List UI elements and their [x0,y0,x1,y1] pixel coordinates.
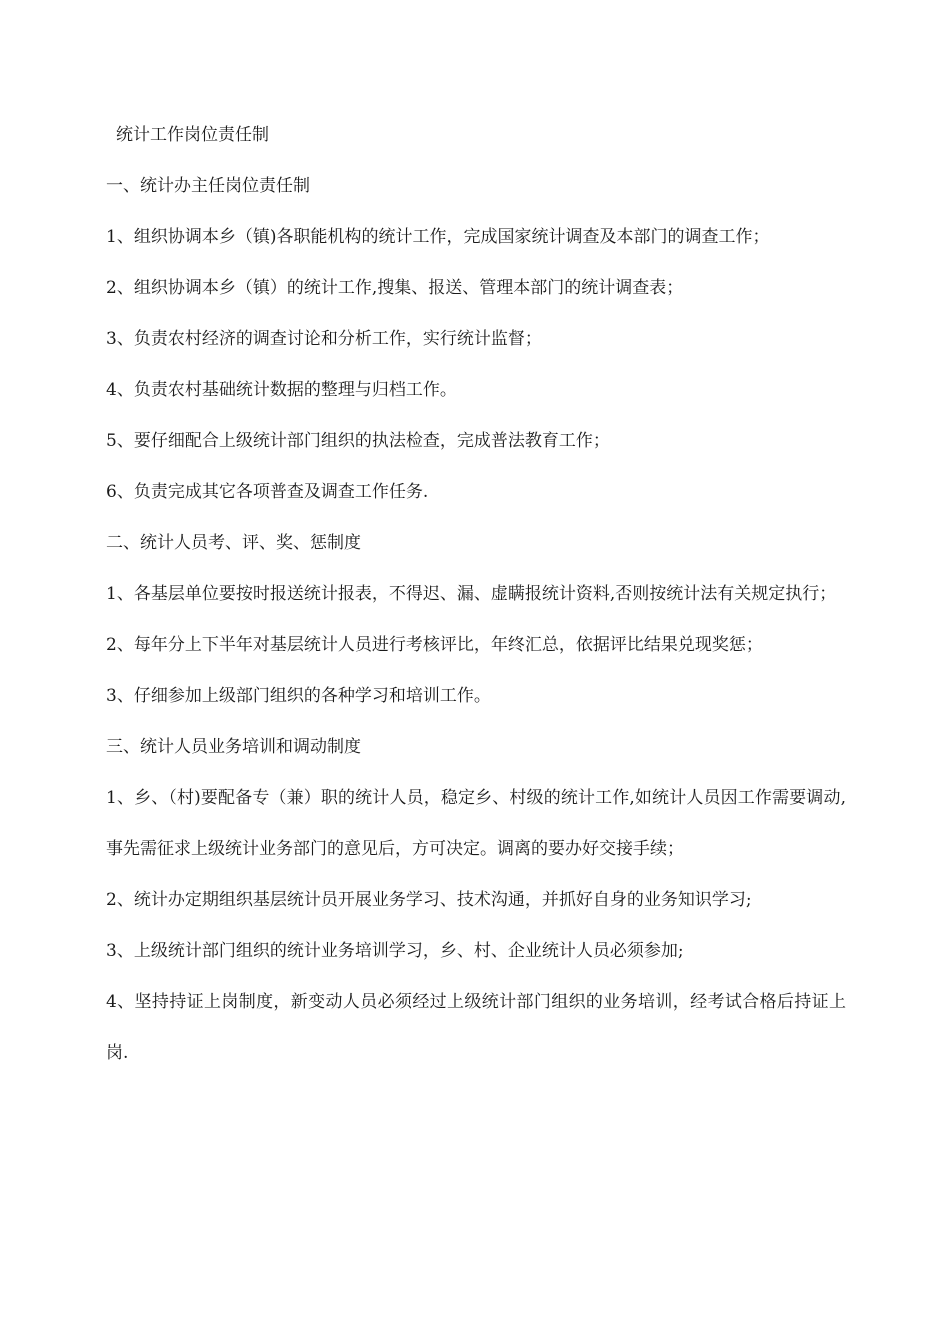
list-item: 2、组织协调本乡（镇）的统计工作,搜集、报送、管理本部门的统计调查表； [106,278,684,298]
list-item: 2、统计办定期组织基层统计员开展业务学习、技术沟通，并抓好自身的业务知识学习; [106,890,752,910]
list-item: 4、负责农村基础统计数据的整理与归档工作。 [106,380,457,400]
list-item: 1、各基层单位要按时报送统计报表，不得迟、漏、虚瞒报统计资料,否则按统计法有关规定执行； [106,584,837,604]
list-item: 2、每年分上下半年对基层统计人员进行考核评比，年终汇总，依据评比结果兑现奖惩； [106,635,763,655]
list-item: 3、负责农村经济的调查讨论和分析工作，实行统计监督； [106,329,542,349]
section-heading: 二、统计人员考、评、奖、惩制度 [106,533,361,553]
list-item: 1、乡、（村)要配备专（兼）职的统计人员，稳定乡、村级的统计工作,如统计人员因工作需要调动,事先需征求上级统计业务部门的意见后，方可决定。调离的要办好交接手续； [106,788,846,859]
list-item: 6、负责完成其它各项普查及调查工作任务. [106,482,429,502]
list-item: 1、组织协调本乡（镇)各职能机构的统计工作，完成国家统计调查及本部门的调查工作； [106,227,770,247]
list-item: 3、上级统计部门组织的统计业务培训学习，乡、村、企业统计人员必须参加; [106,941,684,961]
document-page [106,118,846,1087]
list-item: 4、坚持持证上岗制度，新变动人员必须经过上级统计部门组织的业务培训，经考试合格后持证上岗. [106,992,846,1063]
list-item: 5、要仔细配合上级统计部门组织的执法检查，完成普法教育工作； [106,431,610,451]
section-heading: 三、统计人员业务培训和调动制度 [106,737,361,757]
document-title: 统计工作岗位责任制 [116,125,269,145]
list-item: 3、仔细参加上级部门组织的各种学习和培训工作。 [106,686,491,706]
section-heading: 一、统计办主任岗位责任制 [106,176,310,196]
